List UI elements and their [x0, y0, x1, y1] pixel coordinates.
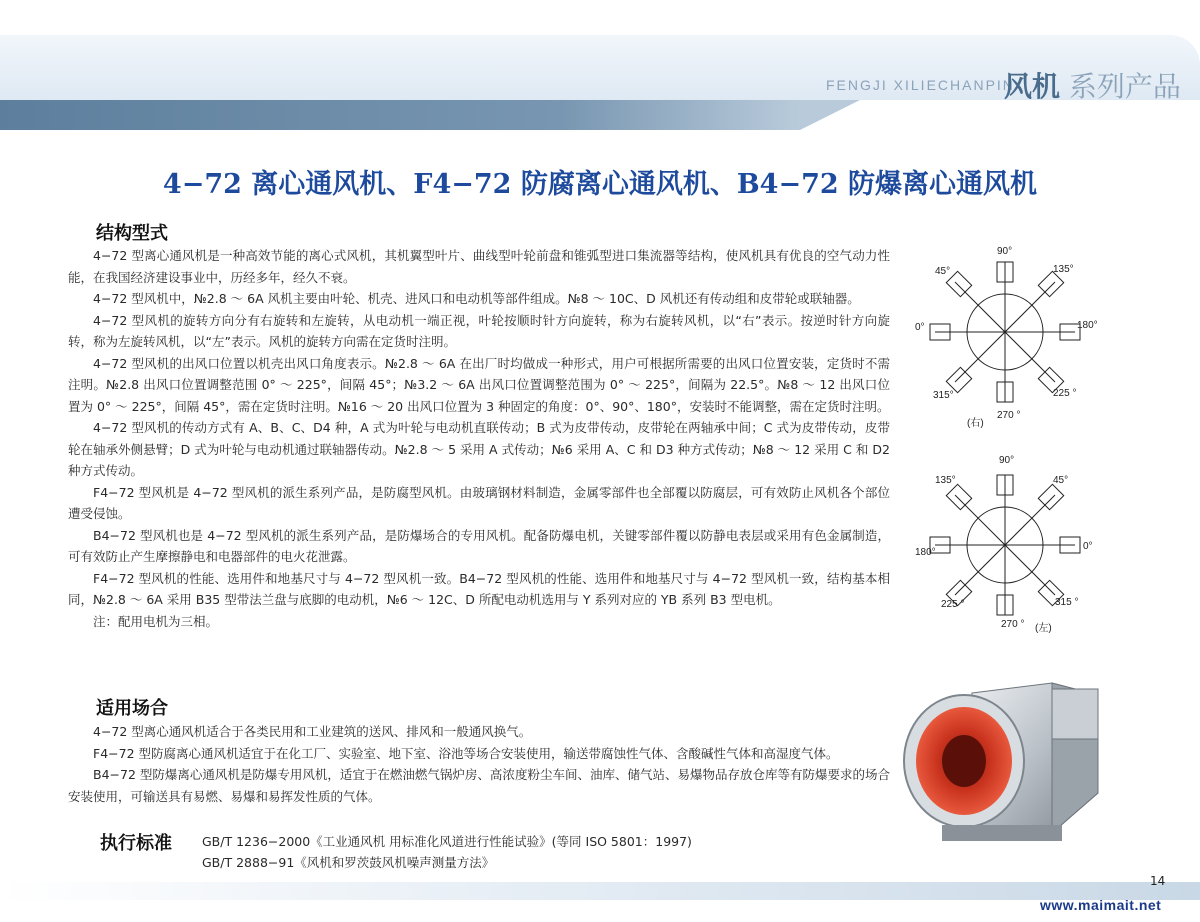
angle-label: 180° [1077, 320, 1098, 331]
angle-label: 315° [933, 390, 954, 401]
angle-label: 90° [999, 455, 1015, 466]
rotation-diagram-right [905, 240, 1098, 434]
section-heading-standards: 执行标准 [100, 833, 172, 854]
diagram-caption: (右) [967, 418, 984, 429]
section-heading-application: 适用场合 [96, 698, 168, 719]
angle-label: 0° [915, 322, 925, 333]
structure-paragraph: F4−72 型风机是 4−72 型风机的派生系列产品，是防腐型风机。由玻璃钢材料制造，金属零部件也全部覆以防腐层，可有效防止风机各个部位遭受侵蚀。 [68, 484, 890, 521]
application-paragraph: 4−72 型离心通风机适合于各类民用和工业建筑的送风、排风和一般通风换气。 [93, 724, 532, 739]
angle-label: 45° [935, 266, 951, 277]
application-paragraph: F4−72 型防腐离心通风机适宜于在化工厂、实验室、地下室、浴池等场合安装使用，输送带腐蚀性气体、含酸碱性气体和高湿度气体。 [93, 745, 839, 761]
angle-label: 135° [935, 475, 956, 486]
structure-body [68, 245, 890, 632]
brand-title-sub: 系列产品 [1068, 70, 1181, 103]
standard-line: GB/T 1236−2000《工业通风机 用标准化风道进行性能试验》(等同 ISO 5801：1997) [202, 834, 692, 849]
angle-label: 315 ° [1055, 597, 1079, 608]
page-title: 4−72 离心通风机、F4−72 防腐离心通风机、B4−72 防爆离心通风机 [162, 169, 1038, 200]
angle-label: 90° [997, 246, 1013, 257]
structure-note: 注：配用电机为三相。 [93, 613, 219, 629]
diagram-caption: (左) [1035, 623, 1052, 634]
angle-label: 0° [1083, 541, 1093, 552]
angle-label: 270 ° [1001, 619, 1025, 630]
fan-product-image [902, 675, 1102, 849]
angle-label: 270 ° [997, 410, 1021, 421]
section-heading-structure: 结构型式 [96, 223, 168, 244]
rotation-diagram-right-svg [905, 240, 1098, 430]
angle-label: 225 ° [941, 599, 965, 610]
footer-url[interactable]: www.maimait.net [1040, 897, 1162, 913]
footer-band [0, 882, 1200, 900]
brand-title [1004, 65, 1181, 105]
brand-pinyin: FENGJI XILIECHANPIN [826, 77, 1015, 93]
brand-title-main: 风机 [1004, 70, 1061, 103]
page-number: 14 [1150, 874, 1166, 888]
header-band-dark [0, 100, 800, 130]
structure-paragraph: 4−72 型风机的出风口位置以机壳出风口角度表示。№2.8 ～ 6A 在出厂时均做成一种形式，用户可根据所需要的出风口位置安装，定货时不需注明。№2.8 出风口位置调整范围 0° ～ 225°，间隔 45°；№3.2 ～ 6A 出风口位置调整范围为 0° ～ 225°，间隔为 22.5°。№8 ～ 12 出风口位置为 0° ～ 225°，间隔 45°，需在定货时注明。№16 ～ 20 出风口位置为 3 种固定的角度：0°、90°、180°，安装时不能调整，需在定货时注明。 [68, 355, 890, 414]
structure-paragraph: F4−72 型风机的性能、选用件和地基尺寸与 4−72 型风机一致。B4−72 型风机的性能、选用件和地基尺寸与 4−72 型风机一致，结构基本相同，№2.8 ～ 6A 采用 B35 型带法兰盘与底脚的电动机，№6 ～ 12C、D 所配电动机选用与 Y 系列对应的 YB 系列 B3 型电机。 [68, 570, 890, 607]
angle-label: 180° [915, 547, 936, 558]
structure-paragraph: B4−72 型风机也是 4−72 型风机的派生系列产品，是防爆场合的专用风机。配备防爆电机，关键零部件覆以防静电表层或采用有色金属制造，可有效防止产生摩擦静电和电器部件的电火花泄露。 [68, 527, 890, 564]
structure-paragraph: 4−72 型风机的旋转方向分有右旋转和左旋转，从电动机一端正视，叶轮按顺时针方向旋转，称为右旋转风机，以“右”表示。按逆时针方向旋转，称为左旋转风机，以“左”表示。风机的旋转方向需在定货时注明。 [68, 312, 890, 349]
application-body [68, 721, 890, 807]
angle-label: 225 ° [1053, 388, 1077, 399]
application-paragraph: B4−72 型防爆离心通风机是防爆专用风机，适宜于在燃油燃气锅炉房、高浓度粉尘车间、油库、储气站、易爆物品存放仓库等有防爆要求的场合安装使用，可输送具有易燃、易爆和易挥发性质的气体。 [68, 767, 890, 804]
angle-label: 135° [1053, 264, 1074, 275]
structure-paragraph: 4−72 型离心通风机是一种高效节能的离心式风机，其机翼型叶片、曲线型叶轮前盘和锥弧型进口集流器等结构，使风机具有优良的空气动力性能，在我国经济建设事业中，历经多年，经久不衰。 [68, 248, 890, 285]
fan-illustration-svg [902, 675, 1102, 845]
angle-label: 45° [1053, 475, 1069, 486]
structure-paragraph: 4−72 型风机中，№2.8 ～ 6A 风机主要由叶轮、机壳、进风口和电动机等部件组成。№8 ～ 10C、D 风机还有传动组和皮带轮或联轴器。 [93, 291, 860, 306]
header-band [0, 35, 1200, 135]
rotation-diagram-left [905, 453, 1095, 647]
rotation-diagram-left-svg [905, 453, 1095, 643]
standard-line: GB/T 2888−91《风机和罗茨鼓风机噪声测量方法》 [202, 855, 495, 870]
structure-paragraph: 4−72 型风机的传动方式有 A、B、C、D4 种，A 式为叶轮与电动机直联传动；B 式为皮带传动，皮带轮在两轴承中间；C 式为皮带传动，皮带轮在轴承外侧悬臂；D 式为叶轮与电动机通过联轴器传动。№2.8 ～ 5 采用 A 式传动；№6 采用 A、C 和 D3 种方式传动；№8 ～ 12 采用 C 和 D2 种方式传动。 [68, 420, 890, 478]
